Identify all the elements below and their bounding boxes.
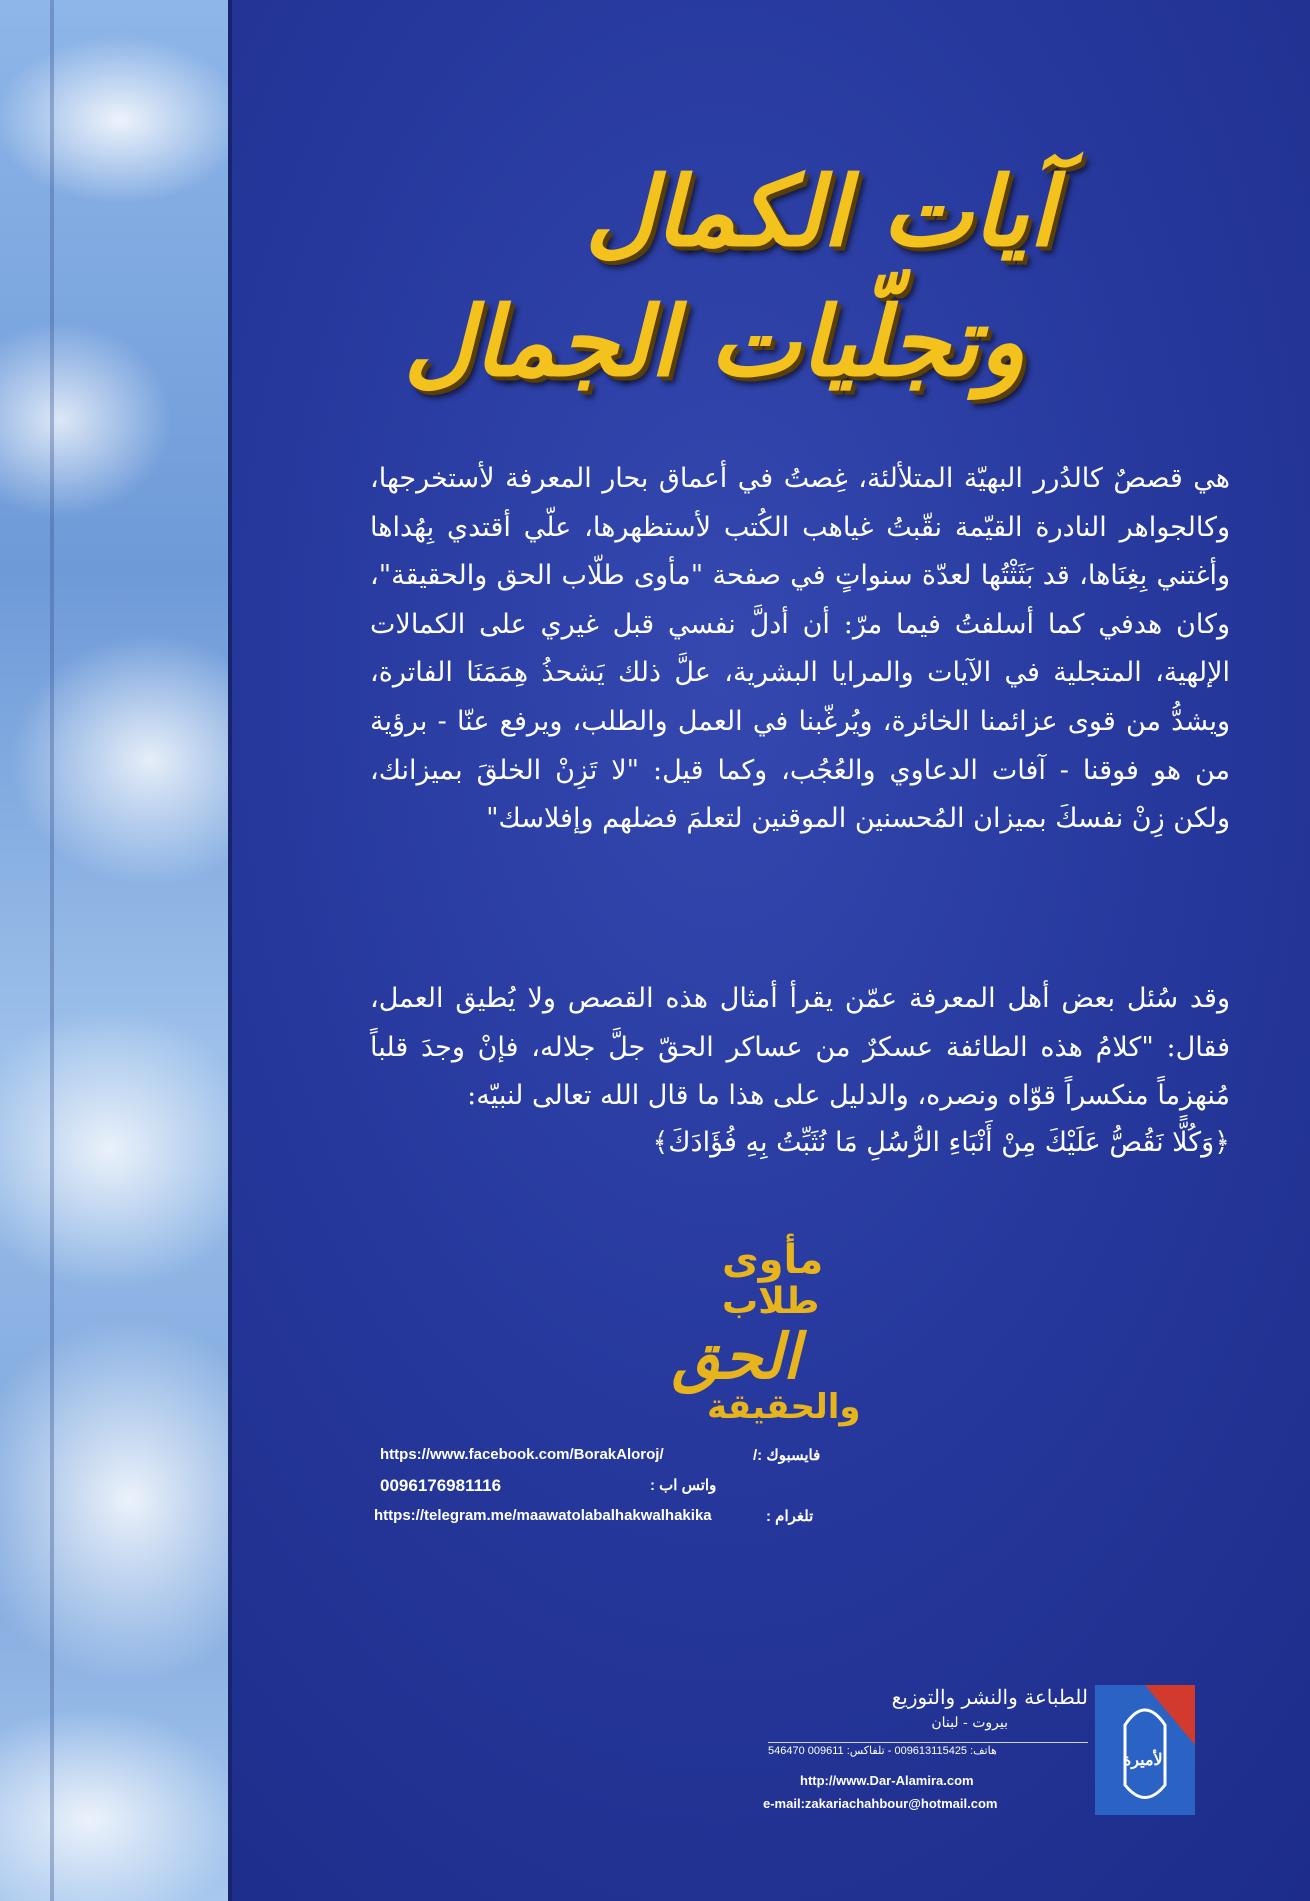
logo-text-line2: طلاب <box>722 1281 820 1322</box>
publisher-phones: هاتف: 009613115425 - تلفاكس: 009611 546470 <box>768 1745 997 1757</box>
description-paragraph-1: هي قصصٌ كالدُرر البهيّة المتلألئة، غِصتُ في أعماق بحار المعرفة لأستخرجها، وكالجواهر النادرة القيّمة نقّبتُ غياهب الكُتب لأستظهرها، علّي أقتدي بِهُداها وأغتني بِغِنَاها، قد بَثَثْتُها لعدّة سنواتٍ في صفحة "مأوى طلّاب الحق والحقيقة"، وكان هدفي كما أسلفتُ فيما مرّ: أن أدلَّ نفسي قبل غيري على الكمالات الإلهية، المتجلية في الآيات والمرايا البشرية، علَّ ذلك يَشحذُ هِمَمَنَا الفاترة، ويشدُّ من قوى عزائمنا الخائرة، ويُرغّبنا في العمل والطلب، ويرفع عنّا - برؤية من هو فوقنا - آفات الدعاوي والعُجُب، وكما قيل: "لا تَزِنْ الخلقَ بميزانك، ولكن زِنْ نفسكَ بميزان المُحسنين الموقنين لتعلمَ فضلهم وإفلاسك" <box>370 463 1230 835</box>
logo-text-line3: الحق <box>672 1320 800 1393</box>
publisher-email[interactable]: e-mail:zakariachahbour@hotmail.com <box>763 1796 998 1811</box>
emblem-text: الأميرة <box>1122 1750 1168 1769</box>
spine-sky-image <box>0 0 232 1901</box>
telegram-label: تلغرام : <box>766 1508 814 1525</box>
logo-text-line4: والحقيقة <box>707 1387 861 1427</box>
title-line-2: وتجلّيات الجمال <box>403 285 1025 398</box>
telegram-link[interactable]: https://telegram.me/maawatolabalhakwalhakika <box>374 1507 712 1524</box>
maawa-logo <box>522 1228 861 1428</box>
publisher-divider <box>768 1742 1088 1743</box>
spine-fold-line <box>50 0 54 1901</box>
spine-border <box>228 0 232 1901</box>
facebook-link[interactable]: https://www.facebook.com/BorakAloroj/ <box>380 1446 664 1463</box>
quran-verse: ﴿وَكُلًّا نَقُصُّ عَلَيْكَ مِنْ أَنْبَاءِ الرُّسُلِ مَا نُثَبِّتُ بِهِ فُؤَادَكَ﴾ <box>652 1127 1230 1158</box>
maawa-logo-graphic <box>522 1228 861 1428</box>
title-line-1: آيات الكمال <box>585 155 1055 268</box>
publisher-emblem-icon <box>1095 1685 1195 1815</box>
whatsapp-number[interactable]: 0096176981116 <box>380 1476 502 1495</box>
description-paragraph-2: وقد سُئل بعض أهل المعرفة عمّن يقرأ أمثال هذه القصص ولا يُطيق العمل، فقال: "كلامُ هذه الطائفة عسكرٌ من عساكر الحقّ جلَّ جلاله، فإنْ وجدَ قلباً مُنهزماً منكسراً قوّاه ونصره، والدليل على هذا ما قال الله تعالى لنبيّه: <box>370 983 1230 1112</box>
logo-text-line1: مأوى <box>722 1237 824 1283</box>
publisher-website[interactable]: http://www.Dar-Alamira.com <box>800 1773 974 1788</box>
whatsapp-label: واتس اب : <box>650 1477 717 1494</box>
publisher-name: للطباعة والنشر والتوزيع <box>891 1685 1088 1709</box>
facebook-label: فايسبوك :/ <box>753 1447 821 1464</box>
publisher-emblem-graphic <box>1095 1685 1195 1815</box>
publisher-city: بيروت - لبنان <box>931 1715 1008 1731</box>
